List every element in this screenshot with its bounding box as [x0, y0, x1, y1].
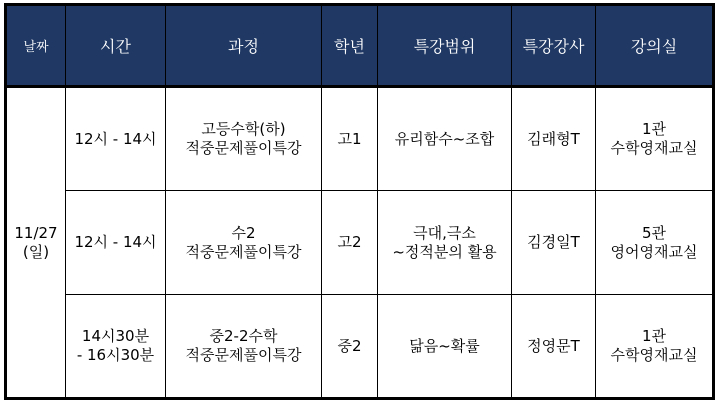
teacher-cell: 김경일T — [512, 191, 596, 295]
room-line: 1관 — [641, 120, 667, 138]
room-cell — [596, 191, 714, 295]
time-cell — [66, 87, 166, 191]
course-line: 중2-2수학 — [209, 327, 278, 345]
scope-line: ~정적분의 활용 — [392, 242, 497, 261]
grade-cell: 고2 — [322, 191, 378, 295]
course-line: 적중문제풀이특강 — [185, 139, 302, 157]
scope-cell — [378, 87, 512, 191]
time-cell — [66, 295, 166, 399]
date-cell — [6, 87, 66, 399]
grade-cell: 중2 — [322, 295, 378, 399]
course-cell — [166, 87, 322, 191]
time-line: 14시30분 — [81, 327, 150, 345]
scope-line: 극대,극소 — [413, 223, 476, 242]
day-value: (일) — [22, 242, 50, 261]
teacher-cell: 김래형T — [512, 87, 596, 191]
teacher-cell: 정영문T — [512, 295, 596, 399]
date-value: 11/27 — [14, 223, 58, 242]
header-time: 시간 — [66, 5, 166, 87]
table-row — [6, 87, 714, 191]
header-grade: 학년 — [322, 5, 378, 87]
header-row — [6, 5, 714, 87]
lecture-schedule-table — [4, 3, 715, 400]
room-line: 1관 — [641, 327, 667, 345]
course-cell — [166, 295, 322, 399]
room-cell — [596, 87, 714, 191]
room-line: 수학영재교실 — [610, 139, 698, 157]
course-line: 적중문제풀이특강 — [185, 346, 302, 364]
room-line: 5관 — [641, 223, 667, 242]
table-row — [6, 295, 714, 399]
header-date: 날짜 — [6, 5, 66, 87]
time-line: 12시 - 14시 — [74, 233, 157, 251]
course-line: 수2 — [231, 223, 256, 242]
table-row — [6, 191, 714, 295]
header-teacher: 특강강사 — [512, 5, 596, 87]
course-line: 고등수학(하) — [201, 120, 286, 138]
time-line: - 16시30분 — [76, 346, 155, 364]
scope-cell — [378, 191, 512, 295]
scope-cell — [378, 295, 512, 399]
header-scope: 특강범위 — [378, 5, 512, 87]
grade-cell: 고1 — [322, 87, 378, 191]
time-cell — [66, 191, 166, 295]
course-line: 적중문제풀이특강 — [185, 242, 302, 261]
room-line: 영어영재교실 — [610, 242, 698, 261]
scope-line: 닮음~확률 — [409, 336, 480, 355]
room-cell — [596, 295, 714, 399]
course-cell — [166, 191, 322, 295]
room-line: 수학영재교실 — [610, 346, 698, 364]
scope-line: 유리함수~조합 — [394, 129, 495, 148]
time-line: 12시 - 14시 — [74, 129, 157, 148]
header-room: 강의실 — [596, 5, 714, 87]
header-course: 과정 — [166, 5, 322, 87]
